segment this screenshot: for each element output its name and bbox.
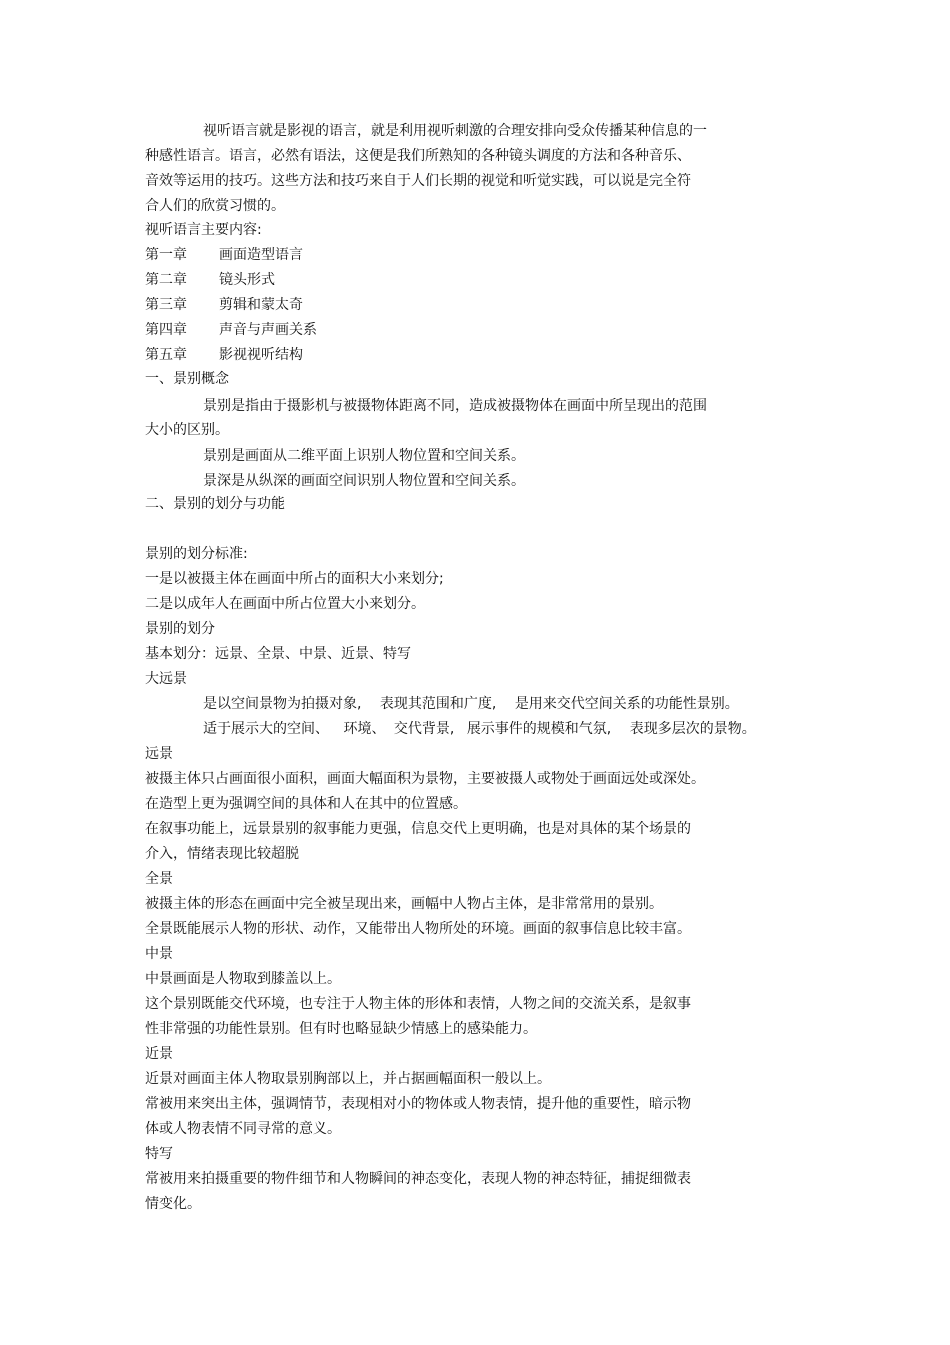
division-title: 景别的划分: [145, 621, 215, 637]
body-line: 情变化。: [145, 1196, 201, 1212]
intro-line: 视听语言就是影视的语言，就是利用视听刺激的合理安排向受众传播某种信息的一: [203, 123, 707, 139]
text-segment: 表现多层次的景物。: [629, 721, 756, 737]
chapter-title: 画面造型语言: [219, 247, 303, 263]
chapter-number: 第四章: [145, 322, 187, 338]
standard-line: 一是以被摄主体在画面中所占的面积大小来划分;: [145, 571, 444, 587]
text-segment: 环境、: [343, 721, 386, 737]
basic-division: 基本划分：远景、全景、中景、近景、特写: [145, 646, 411, 662]
chapter-title: 镜头形式: [219, 272, 275, 288]
shot-title: 特写: [145, 1146, 173, 1162]
text-segment: 展示事件的规模和气氛,: [466, 721, 612, 737]
chapter-item: [145, 271, 275, 289]
body-line: 中景画面是人物取到膝盖以上。: [145, 971, 341, 987]
body-line: 常被用来突出主体，强调情节，表现相对小的物体或人物表情，提升他的重要性，暗示物: [145, 1096, 691, 1112]
body-line: 全景既能展示人物的形状、动作，又能带出人物所处的环境。画面的叙事信息比较丰富。: [145, 921, 691, 937]
extreme-long-line: [203, 695, 739, 713]
intro-line: 种感性语言。语言，必然有语法，这便是我们所熟知的各种镜头调度的方法和各种音乐、: [145, 148, 691, 164]
chapter-number: 第三章: [145, 297, 187, 313]
body-line: 体或人物表情不同寻常的意义。: [145, 1121, 341, 1137]
chapter-item: [145, 296, 303, 314]
extreme-long-line: [203, 720, 756, 738]
body-line: 被摄主体的形态在画面中完全被呈现出来，画幅中人物占主体，是非常常用的景别。: [145, 896, 663, 912]
body-line: 性非常强的功能性景别。但有时也略显缺少情感上的感染能力。: [145, 1021, 537, 1037]
chapter-item: [145, 321, 317, 339]
standard-line: 二是以成年人在画面中所占位置大小来划分。: [145, 596, 425, 612]
contents-title: 视听语言主要内容:: [145, 222, 262, 238]
chapter-title: 剪辑和蒙太奇: [219, 297, 303, 313]
text-segment: 适于展示大的空间、: [203, 721, 329, 737]
intro-line: 合人们的欣赏习惯的。: [145, 198, 285, 214]
body-line: 在叙事功能上，远景景别的叙事能力更强，信息交代上更明确，也是对具体的某个场景的: [145, 821, 691, 837]
section-heading: 一、景别概念: [145, 371, 229, 387]
chapter-item: [145, 246, 303, 264]
point-line: 景别是画面从二维平面上识别人物位置和空间关系。: [203, 448, 525, 464]
body-line: 被摄主体只占画面很小面积，画面大幅面积为景物，主要被摄人或物处于画面远处或深处。: [145, 771, 705, 787]
chapter-number: 第二章: [145, 272, 187, 288]
shot-title: 大远景: [145, 671, 187, 687]
body-line: 介入，情绪表现比较超脱: [145, 846, 299, 862]
chapter-title: 影视视听结构: [219, 347, 303, 363]
chapter-item: [145, 346, 303, 364]
section-heading: 二、景别的划分与功能: [145, 496, 285, 512]
body-line: 近景对画面主体人物取景别胸部以上，并占据画幅面积一般以上。: [145, 1071, 551, 1087]
text-segment: 交代背景,: [393, 721, 455, 737]
chapter-number: 第一章: [145, 247, 187, 263]
shot-title: 远景: [145, 746, 173, 762]
definition-line: 大小的区别。: [145, 422, 229, 438]
point-line: 景深是从纵深的画面空间识别人物位置和空间关系。: [203, 473, 525, 489]
shot-title: 近景: [145, 1046, 173, 1062]
text-segment: 表现其范围和广度,: [379, 696, 497, 712]
definition-line: 景别是指由于摄影机与被摄物体距离不同，造成被摄物体在画面中所呈现出的范围: [203, 398, 707, 414]
text-segment: 是以空间景物为拍摄对象,: [203, 696, 362, 712]
shot-title: 全景: [145, 871, 173, 887]
shot-title: 中景: [145, 946, 173, 962]
chapter-number: 第五章: [145, 347, 187, 363]
body-line: 在造型上更为强调空间的具体和人在其中的位置感。: [145, 796, 467, 812]
standard-title: 景别的划分标准:: [145, 546, 248, 562]
body-line: 常被用来拍摄重要的物件细节和人物瞬间的神态变化，表现人物的神态特征，捕捉细微表: [145, 1171, 691, 1187]
body-line: 这个景别既能交代环境，也专注于人物主体的形体和表情，人物之间的交流关系，是叙事: [145, 996, 691, 1012]
text-segment: 是用来交代空间关系的功能性景别。: [514, 696, 739, 712]
chapter-title: 声音与声画关系: [219, 322, 317, 338]
intro-line: 音效等运用的技巧。这些方法和技巧来自于人们长期的视觉和听觉实践，可以说是完全符: [145, 173, 691, 189]
